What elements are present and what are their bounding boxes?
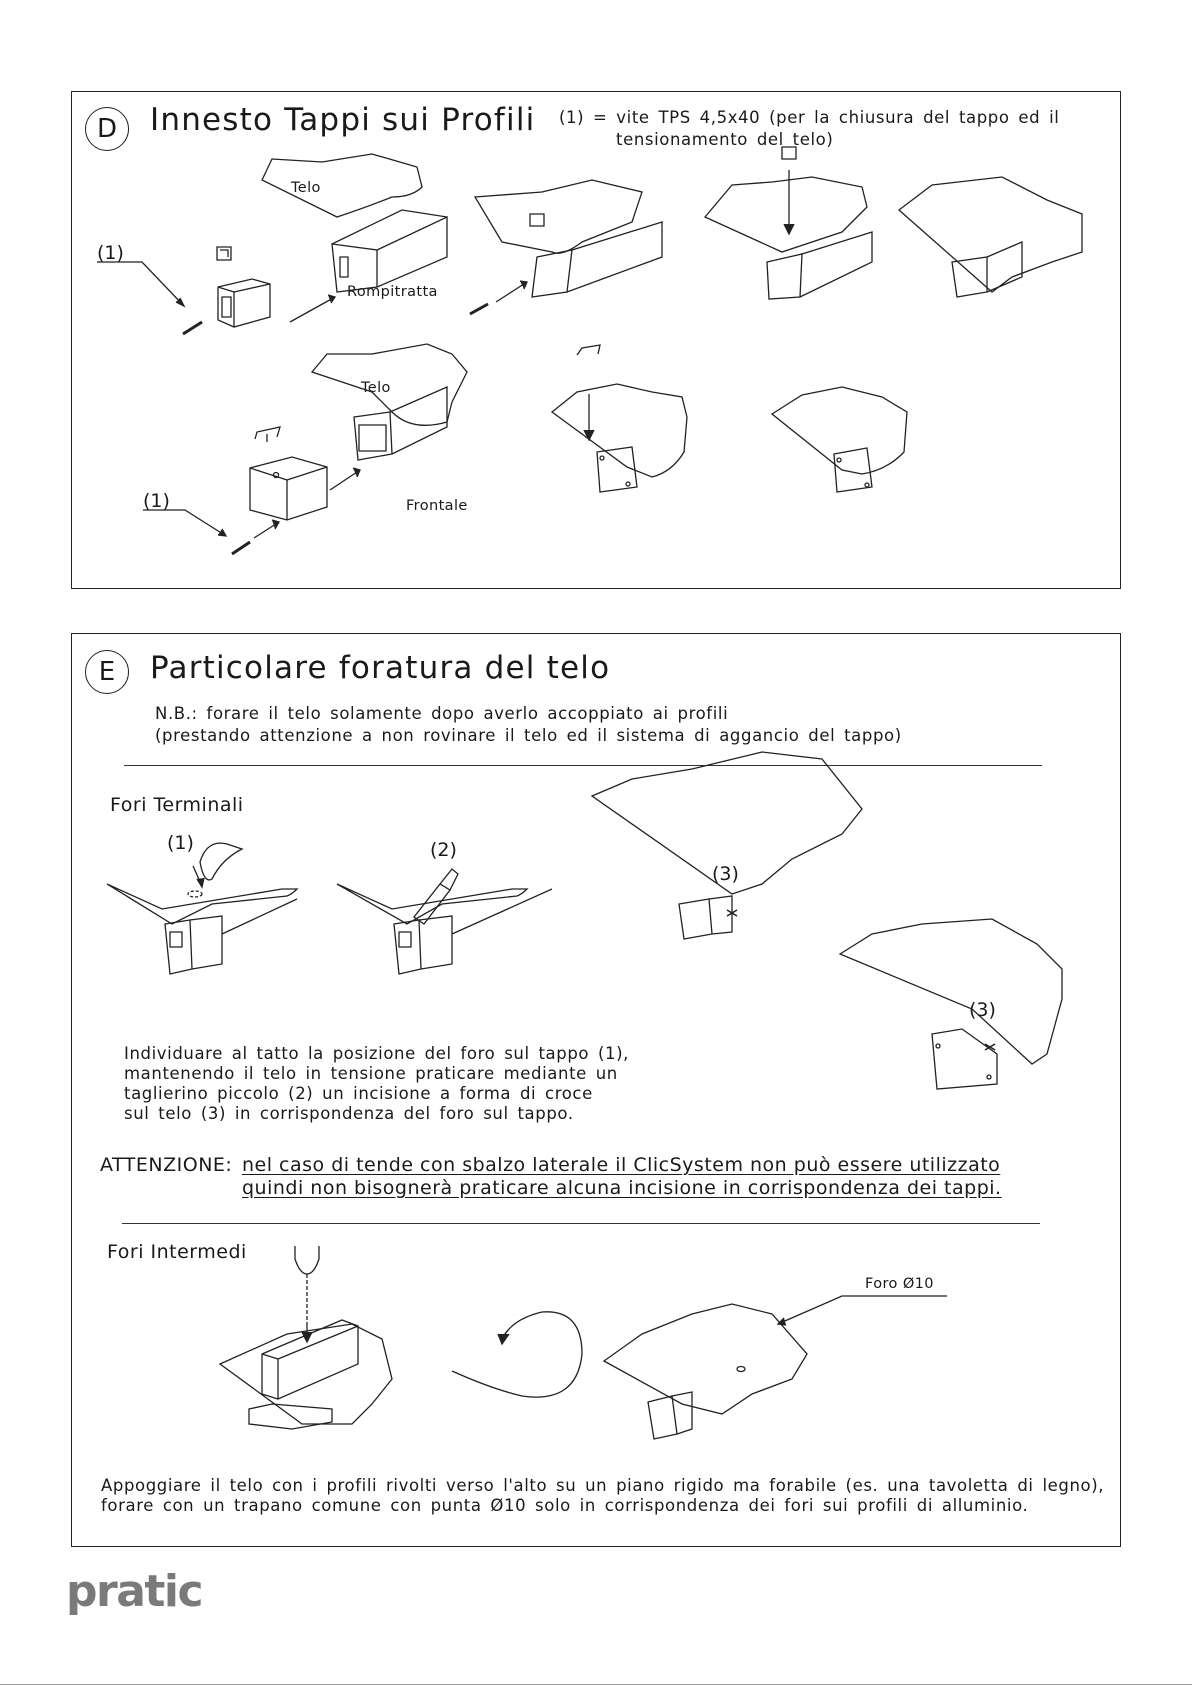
attention-label: ATTENZIONE: [100,1154,233,1176]
rotate-arrow-icon [452,1312,582,1397]
section-d-panel [71,91,1121,589]
fabric-icon [840,919,1062,1064]
fabric-icon [899,177,1082,292]
screw-note-line-1: (1) = vite TPS 4,5x40 (per la chiusura del tappo ed il [559,108,1060,127]
telo-label-top: Telo [291,180,321,196]
screw-callout-top: (1) [97,242,124,264]
instruction-line-1: Individuare al tatto la posizione del foro sul tappo (1), [124,1044,629,1063]
section-d-badge: D [85,107,129,151]
step-label-3a: (3) [712,863,739,885]
fori-terminali-heading: Fori Terminali [110,794,244,816]
foro-label: Foro Ø10 [865,1276,934,1292]
fabric-icon [604,1304,807,1414]
step-label-1: (1) [167,832,194,854]
fabric-icon [475,180,642,253]
section-d-illustrations [72,92,1122,590]
screw-note-line-2: tensionamento del telo) [616,130,834,149]
step-label-3b: (3) [969,999,996,1021]
section-e-illustrations [72,634,1122,1548]
fabric-icon [592,752,862,894]
section-e-title: Particolare foratura del telo [150,650,611,686]
pratic-logo: pratic [66,1566,203,1617]
profile-icon [262,1320,358,1399]
attention-line-2: quindi non bisognerà praticare alcuna incisione in corrispondenza dei tappi. [242,1177,1002,1199]
instruction-line-3: taglierino piccolo (2) un incisione a forma di croce [124,1084,593,1103]
fabric-icon [262,154,422,217]
bottom-instruction-line-2: forare con un trapano comune con punta Ø10 solo in corrispondenza dei fori sui profili di alluminio. [101,1496,1029,1515]
frontale-label: Frontale [406,498,468,514]
instruction-line-4: sul telo (3) in corrispondenza del foro sul tappo. [124,1104,574,1123]
screw-icon [183,322,202,334]
section-d-title: Innesto Tappi sui Profili [150,102,536,138]
finger-icon [200,843,242,880]
drill-icon [295,1246,319,1342]
step-label-2: (2) [430,839,457,861]
nb-line-1: N.B.: forare il telo solamente dopo averlo accoppiato ai profili [155,704,729,723]
screw-callout-bottom: (1) [143,490,170,512]
end-cap-icon [218,279,270,327]
clip-icon [217,247,231,260]
profile-icon [332,210,447,292]
nb-line-2: (prestando attenzione a non rovinare il telo ed il sistema di aggancio del tappo) [155,726,902,745]
fori-intermedi-heading: Fori Intermedi [107,1241,247,1263]
section-e-panel [71,633,1121,1547]
instruction-line-2: mantenendo il telo in tensione praticare mediante un [124,1064,618,1083]
wood-block [249,1404,332,1429]
section-e-badge: E [85,650,129,694]
attention-line-1: nel caso di tende con sbalzo laterale il ClicSystem non può essere utilizzato [242,1154,1001,1176]
fabric-icon [772,387,907,474]
profile-icon [354,387,447,460]
fabric-icon [552,384,687,477]
telo-label-bottom: Telo [361,380,391,396]
end-cap-icon [250,457,327,520]
bottom-instruction-line-1: Appoggiare il telo con i profili rivolti verso l'alto su un piano rigido ma forabile (es. una tavoletta di legno), [101,1476,1105,1495]
rompitratta-label: Rompitratta [347,284,438,300]
